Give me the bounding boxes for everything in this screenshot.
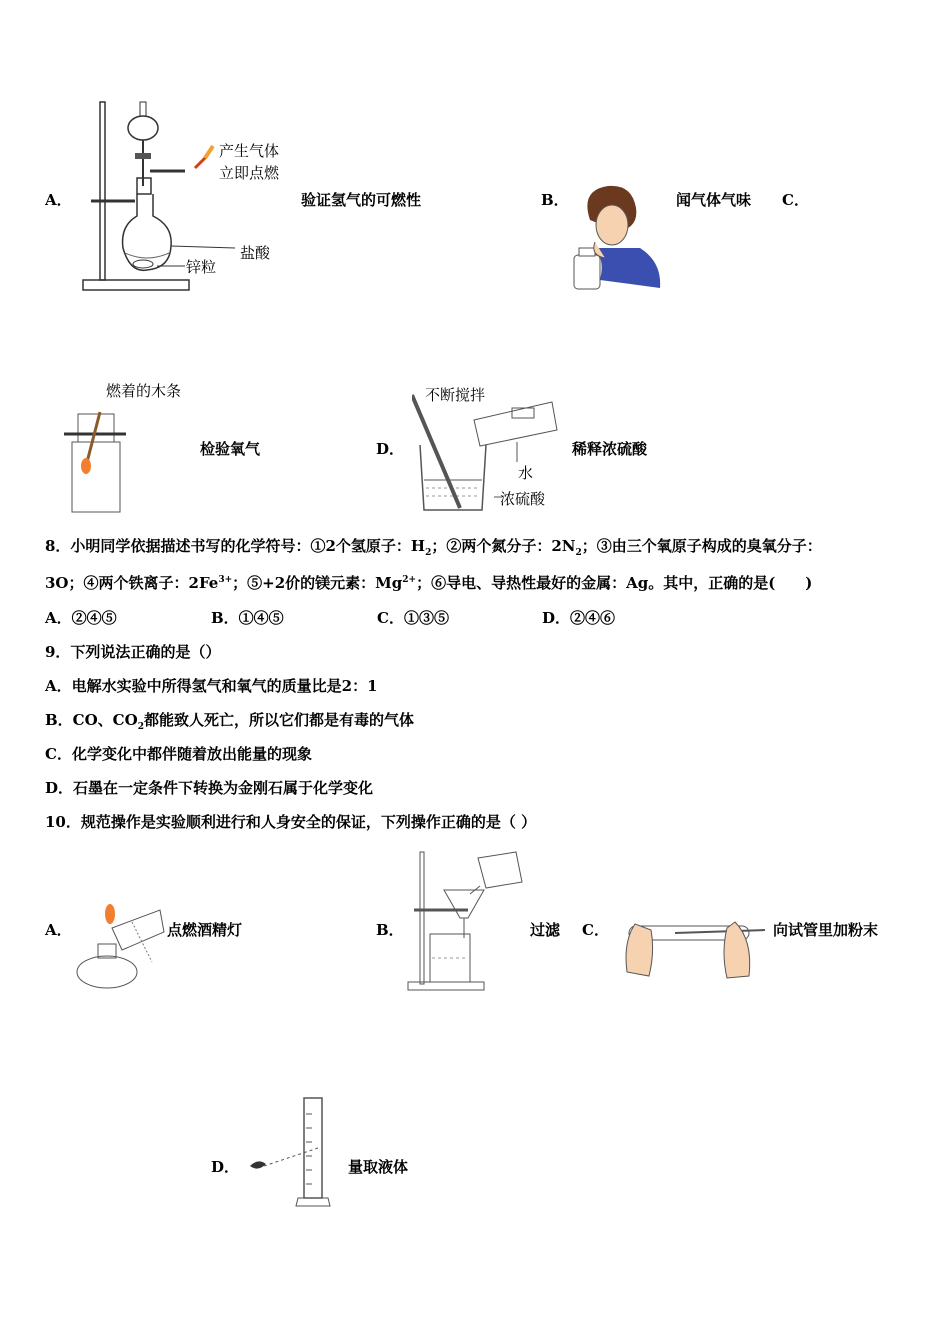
hydrogen-apparatus-figure xyxy=(75,98,295,298)
option-letter-b: B． xyxy=(541,191,569,209)
option-letter-d: D． xyxy=(376,440,405,458)
q9-option-a: A．电解水实验中所得氢气和氧气的质量比是2：1 xyxy=(45,677,378,695)
q10-letter-a: A． xyxy=(45,921,72,939)
q9-stem: 9．下列说法正确的是（） xyxy=(45,643,221,661)
q9-option-d: D．石墨在一定条件下转换为金刚石属于化学变化 xyxy=(45,779,374,797)
option-letter-c: C． xyxy=(782,191,809,209)
option-letter-a: A． xyxy=(45,191,72,209)
option-caption-b: 闻气体气味 xyxy=(676,191,752,209)
q10-caption-a: 点燃酒精灯 xyxy=(167,921,243,939)
note-hydrochloric-acid: 盐酸 xyxy=(240,244,271,262)
note-produce-gas: 产生气体 xyxy=(219,142,280,160)
q10-caption-d: 量取液体 xyxy=(348,1158,409,1176)
note-burning-stick: 燃着的木条 xyxy=(106,382,182,400)
q10-letter-d: D． xyxy=(211,1158,240,1176)
q10-caption-c: 向试管里加粉末 xyxy=(773,921,879,939)
test-tube-powder-figure xyxy=(615,912,770,990)
q8-option-c: C．①③⑤ xyxy=(377,609,449,627)
q10-stem: 10．规范操作是实验顺利进行和人身安全的保证，下列操作正确的是（ ） xyxy=(45,813,537,831)
oxygen-test-figure xyxy=(60,400,130,515)
q10-letter-c: C． xyxy=(582,921,609,939)
q9-option-b: B．CO、$CO_2$都能致人死亡，所以它们都是有毒的气体 xyxy=(45,711,414,732)
option-caption-d: 稀释浓硫酸 xyxy=(572,440,648,458)
note-zinc-granules: 锌粒 xyxy=(186,258,217,276)
q8-option-d: D．②④⑥ xyxy=(542,609,616,627)
graduated-cylinder-figure xyxy=(244,1094,339,1212)
note-keep-stirring: 不断搅拌 xyxy=(425,386,486,404)
q10-letter-b: B． xyxy=(376,921,404,939)
q8-line2: 3O；④两个铁离子：$2Fe^{3+}$；⑤+2价的镁元素：$Mg^{2+}$；⑥导电、导热性最好的金属：Ag。其中，正确的是( ) xyxy=(45,574,813,592)
option-caption-a: 验证氢气的可燃性 xyxy=(301,191,422,209)
q9-option-c: C．化学变化中都伴随着放出能量的现象 xyxy=(45,745,312,763)
q8-option-b: B．①④⑤ xyxy=(211,609,284,627)
note-water: 水 xyxy=(518,464,534,482)
filtration-figure xyxy=(406,848,526,993)
q8-option-a: A．②④⑤ xyxy=(45,609,117,627)
alcohol-lamp-figure xyxy=(72,892,167,997)
q8-line1: 8．小明同学依据描述书写的化学符号：①2个氢原子：$H_2$；②两个氮分子：$2N_2$；③由三个氧原子构成的臭氧分子： xyxy=(45,537,822,558)
option-caption-c: 检验氧气 xyxy=(200,440,261,458)
q10-caption-b: 过滤 xyxy=(530,921,561,939)
note-ignite-immediately: 立即点燃 xyxy=(219,164,280,182)
note-conc-sulfuric-acid: 浓硫酸 xyxy=(500,490,546,508)
boy-smelling-figure xyxy=(570,180,665,295)
